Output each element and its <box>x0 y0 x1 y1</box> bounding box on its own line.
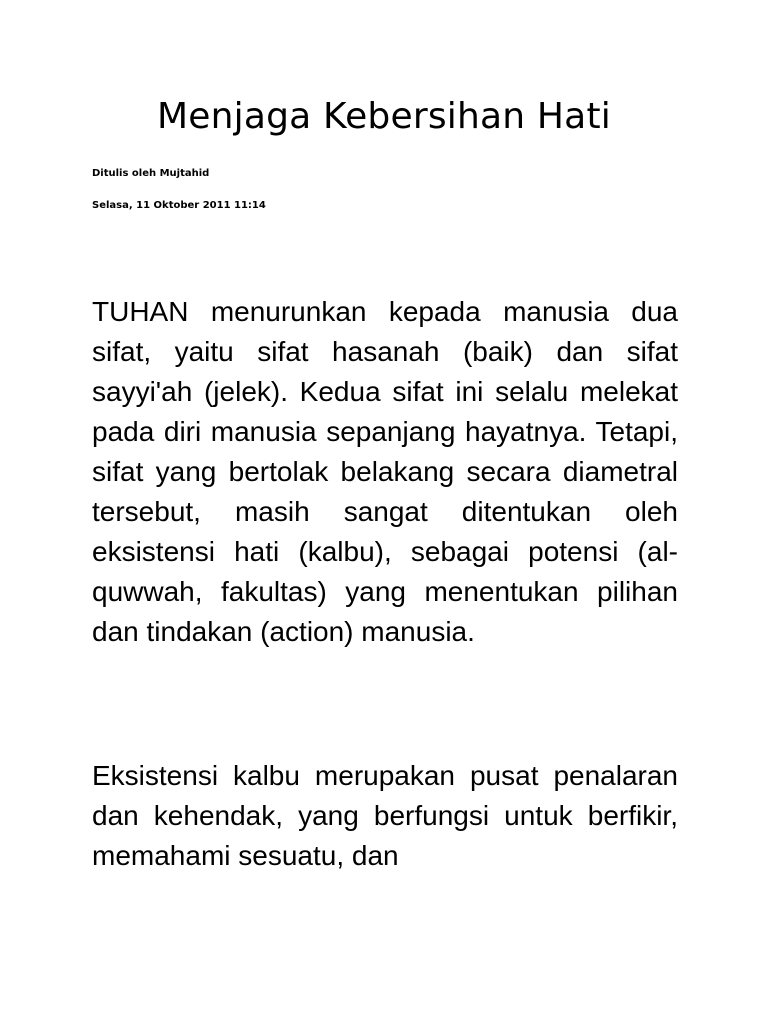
author-line: Ditulis oleh Mujtahid <box>92 168 210 179</box>
date-line: Selasa, 11 Oktober 2011 11:14 <box>92 200 266 211</box>
document-title: Menjaga Kebersihan Hati <box>157 96 611 137</box>
paragraph-1: TUHAN menurunkan kepada manusia dua sifat, yaitu sifat hasanah (baik) dan sifat sayyi'ah (jelek). Kedua sifat ini selalu melekat pada diri manusia sepanjang hayatnya. Tetapi, sifat yang bertolak belakang secara diametral tersebut, masih sangat ditentukan oleh eksistensi hati (kalbu), sebagai potensi (al-quwwah, fakultas) yang menentukan pilihan dan tindakan (action) manusia. <box>92 296 678 647</box>
paragraph-2: Eksistensi kalbu merupakan pusat penalaran dan kehendak, yang berfungsi untuk berfikir, memahami sesuatu, dan <box>92 760 678 871</box>
